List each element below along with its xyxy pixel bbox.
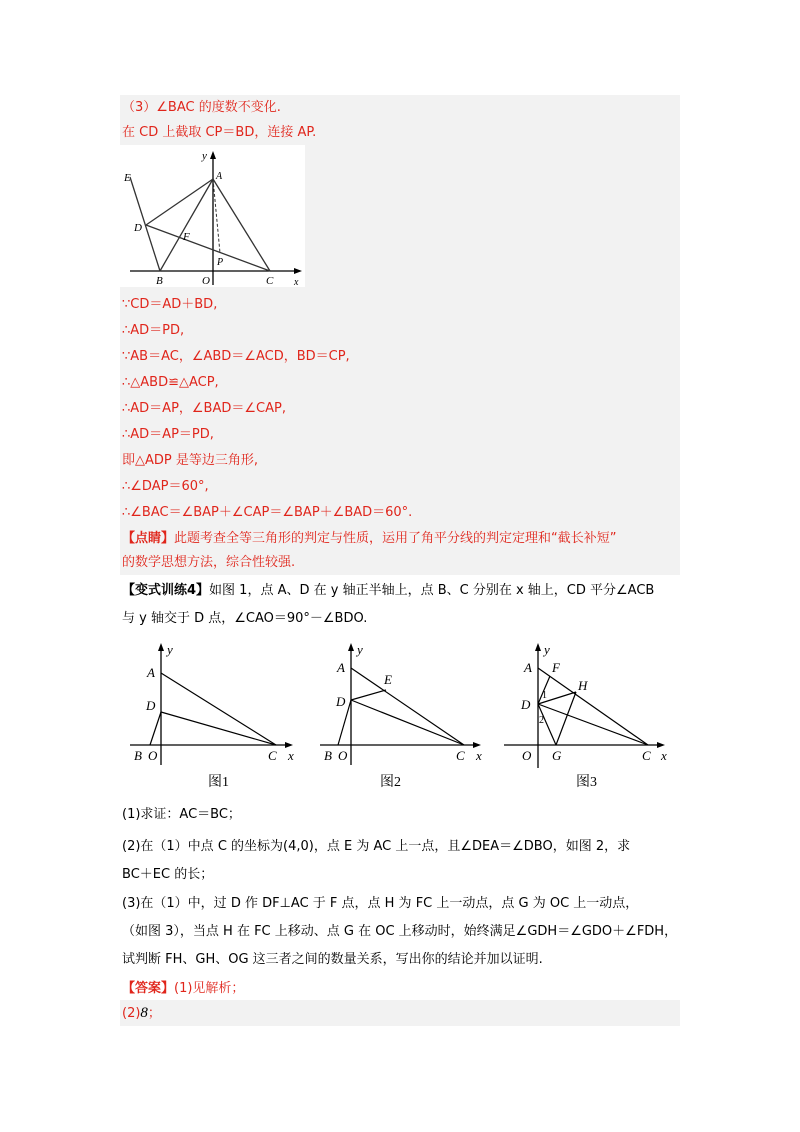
svg-text:A: A (337, 660, 345, 675)
label-x: x (294, 277, 299, 287)
figure-1 (128, 640, 308, 790)
solution-line-3: ∵CD＝AD＋BD, (122, 297, 218, 312)
svg-text:C: C (642, 748, 651, 763)
figure-3 (502, 640, 682, 790)
svg-text:E: E (384, 672, 392, 687)
question-3a: (3)在（1）中，过 D 作 DF⊥AC 于 F 点，点 H 为 FC 上一动点，点 G 为 OC 上一动点， (122, 896, 639, 911)
svg-text:O: O (338, 748, 348, 763)
svg-text:y: y (544, 642, 550, 657)
answer-2-suffix: ； (147, 1006, 161, 1021)
figure-2 (318, 640, 498, 790)
problem-intro-1 (122, 582, 654, 600)
answer-shade (120, 1000, 680, 1026)
svg-text:F: F (552, 660, 560, 675)
question-3b: （如图 3），当点 H 在 FC 上移动、点 G 在 OC 上移动时，始终满足∠GDH＝∠GDO＋∠FDH， (122, 924, 678, 939)
svg-text:D: D (336, 694, 346, 709)
solution-line-8: ∴AD＝AP＝PD, (122, 427, 214, 442)
solution-line-6: ∴△ABD≌△ACP, (122, 375, 219, 390)
solution-line-5: ∵AB＝AC，∠ABD＝∠ACD，BD＝CP, (122, 349, 350, 364)
svg-text:O: O (522, 748, 532, 763)
svg-text:O: O (148, 748, 158, 763)
figure-2-caption: 图2 (380, 775, 401, 790)
solution-line-11: ∴∠BAC＝∠BAP＋∠CAP＝∠BAP＋∠BAD＝60°. (122, 505, 413, 520)
answer-2-prefix: (2) (122, 1006, 141, 1021)
label-C: C (266, 275, 274, 287)
svg-text:G: G (552, 748, 562, 763)
svg-text:D: D (146, 698, 156, 713)
solution-line-1: （3）∠BAC 的度数不变化. (122, 100, 281, 115)
figure-3-caption: 图3 (576, 775, 597, 790)
solution-line-9: 即△ADP 是等边三角形, (122, 453, 259, 468)
solution-line-10: ∴∠DAP＝60°, (122, 479, 209, 494)
svg-text:B: B (134, 748, 142, 763)
dianjing-tag: 【点睛】 (122, 531, 175, 546)
problem-intro-2: 与 y 轴交于 D 点，∠CAO＝90°－∠BDO. (122, 611, 368, 626)
label-D: D (134, 222, 142, 234)
label-O: O (202, 275, 210, 287)
problem-tag: 【变式训练4】 (122, 583, 210, 598)
question-3c: 试判断 FH、GH、OG 这三者之间的数量关系，写出你的结论并加以证明. (122, 952, 543, 967)
svg-text:2: 2 (539, 715, 544, 726)
question-2a: (2)在（1）中点 C 的坐标为(4,0)，点 E 为 AC 上一点，且∠DEA＝∠DBO，如图 2，求 (122, 839, 631, 854)
answer-line-2 (122, 1004, 161, 1023)
label-y: y (202, 150, 207, 162)
svg-text:H: H (578, 678, 588, 693)
solution-figure (120, 145, 305, 287)
dianjing-line-2: 的数学思想方法，综合性较强. (122, 555, 296, 570)
svg-text:B: B (324, 748, 332, 763)
svg-text:x: x (288, 748, 294, 763)
dianjing-text-1: 此题考查全等三角形的判定与性质，运用了角平分线的判定定理和“截长补短” (174, 531, 617, 546)
label-B: B (156, 275, 163, 287)
solution-line-7: ∴AD＝AP，∠BAD＝∠CAP, (122, 401, 286, 416)
svg-text:1: 1 (542, 690, 547, 701)
question-1: (1)求证：AC＝BC； (122, 807, 241, 822)
svg-text:y: y (167, 642, 173, 657)
solution-line-4: ∴AD＝PD, (122, 323, 185, 338)
svg-text:C: C (268, 748, 277, 763)
label-F: F (183, 231, 190, 243)
svg-text:x: x (661, 748, 667, 763)
answer-2-value: 8 (140, 1005, 148, 1021)
dianjing-line-1 (122, 530, 617, 548)
answer-line-1 (122, 980, 244, 998)
problem-intro-text-1: 如图 1，点 A、D 在 y 轴正半轴上，点 B、C 分别在 x 轴上，CD 平分∠ACB (209, 583, 655, 598)
svg-text:A: A (524, 660, 532, 675)
answer-1: (1)见解析； (174, 981, 245, 996)
label-A: A (216, 171, 223, 182)
svg-text:y: y (357, 642, 363, 657)
svg-text:A: A (147, 665, 155, 680)
svg-text:x: x (476, 748, 482, 763)
solution-line-2: 在 CD 上截取 CP＝BD，连接 AP. (122, 125, 317, 140)
label-P: P (217, 257, 224, 268)
answer-tag: 【答案】 (122, 981, 175, 996)
svg-text:C: C (456, 748, 465, 763)
label-E: E (124, 172, 131, 184)
svg-text:D: D (521, 697, 531, 712)
question-2b: BC＋EC 的长； (122, 867, 214, 882)
figure-1-caption: 图1 (208, 775, 229, 790)
